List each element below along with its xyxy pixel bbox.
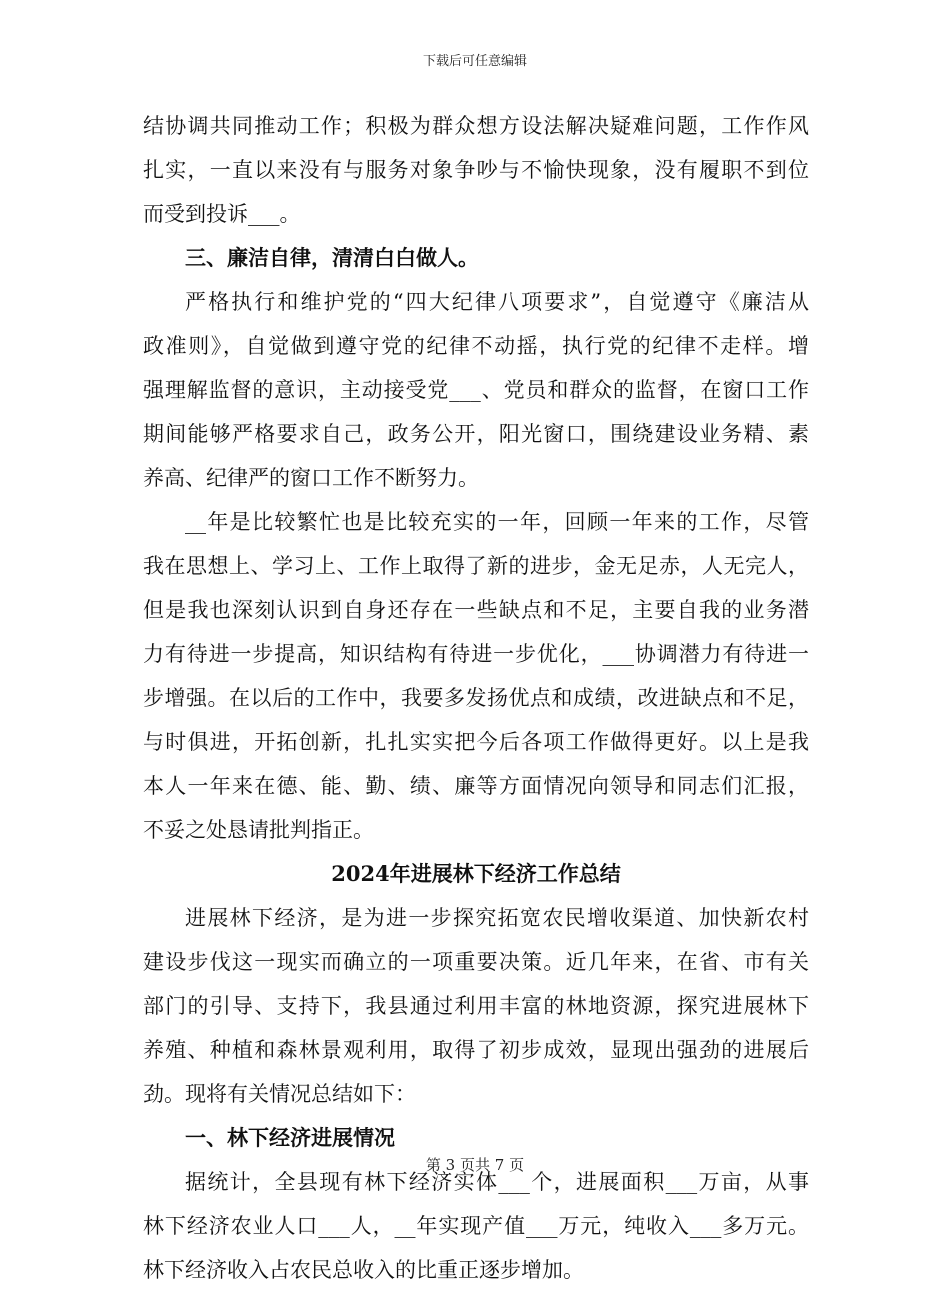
- paragraph-line: 养高、纪律严的窗口工作不断努力。: [143, 466, 479, 490]
- paragraph-line: 本人一年来在德、能、勤、绩、廉等方面情况向领导和同志们汇报，: [143, 774, 809, 798]
- paragraph-line: 但是我也深刻认识到自身还存在一些缺点和不足，主要自我的业务潜: [143, 598, 809, 622]
- paragraph-line: 严格执行和维护党的“四大纪律八项要求”，自觉遵守《廉洁从: [185, 290, 809, 314]
- section-heading: 三、廉洁自律，清清白白做人。: [185, 245, 479, 270]
- paragraph-line: 养殖、种植和森林景观利用，取得了初步成效，显现出强劲的进展后: [143, 1038, 809, 1062]
- paragraph-line: 我在思想上、学习上、工作上取得了新的进步，金无足赤，人无完人，: [143, 554, 809, 578]
- paragraph-line: 政准则》，自觉做到遵守党的纪律不动摇，执行党的纪律不走样。增: [143, 334, 809, 358]
- page-footer: 第 3 页共 7 页: [425, 1156, 525, 1174]
- paragraph-line: 据统计，全县现有林下经济实体___个，进展面积___万亩，从事: [185, 1170, 809, 1194]
- section-heading: 一、林下经济进展情况: [185, 1125, 395, 1150]
- paragraph-line: 期间能够严格要求自己，政务公开，阳光窗口，围绕建设业务精、素: [143, 422, 809, 446]
- paragraph-line: 林下经济收入占农民总收入的比重正逐步增加。: [143, 1258, 584, 1282]
- paragraph-line: 与时俱进，开拓创新，扎扎实实把今后各项工作做得更好。以上是我: [143, 730, 809, 754]
- paragraph-line: 而受到投诉___。: [143, 202, 301, 226]
- paragraph-line: __年是比较繁忙也是比较充实的一年，回顾一年来的工作，尽管: [185, 510, 809, 534]
- paragraph-line: 步增强。在以后的工作中，我要多发扬优点和成绩，改进缺点和不足，: [143, 686, 809, 710]
- paragraph-line: 建设步伐这一现实而确立的一项重要决策。近几年来，在省、市有关: [143, 950, 809, 974]
- paragraph-line: 林下经济农业人口___人，__年实现产值___万元，纯收入___多万元。: [143, 1214, 809, 1238]
- paragraph-line: 结协调共同推动工作；积极为群众想方设法解决疑难问题，工作作风: [143, 114, 809, 138]
- paragraph-line: 部门的引导、支持下，我县通过利用丰富的林地资源，探究进展林下: [143, 994, 809, 1018]
- paragraph-line: 力有待进一步提高，知识结构有待进一步优化，___协调潜力有待进一: [143, 642, 809, 666]
- paragraph-line: 劲。现将有关情况总结如下：: [143, 1082, 416, 1106]
- document-title: 2024年进展林下经济工作总结: [331, 861, 621, 886]
- paragraph-line: 进展林下经济，是为进一步探究拓宽农民增收渠道、加快新农村: [185, 906, 809, 930]
- paragraph-line: 强理解监督的意识，主动接受党___、党员和群众的监督，在窗口工作: [143, 378, 809, 402]
- document-body: [143, 104, 809, 1292]
- page-header: 下载后可任意编辑: [422, 54, 527, 69]
- paragraph-line: 不妥之处恳请批判指正。: [143, 818, 374, 842]
- paragraph-line: 扎实，一直以来没有与服务对象争吵与不愉快现象，没有履职不到位: [143, 158, 809, 182]
